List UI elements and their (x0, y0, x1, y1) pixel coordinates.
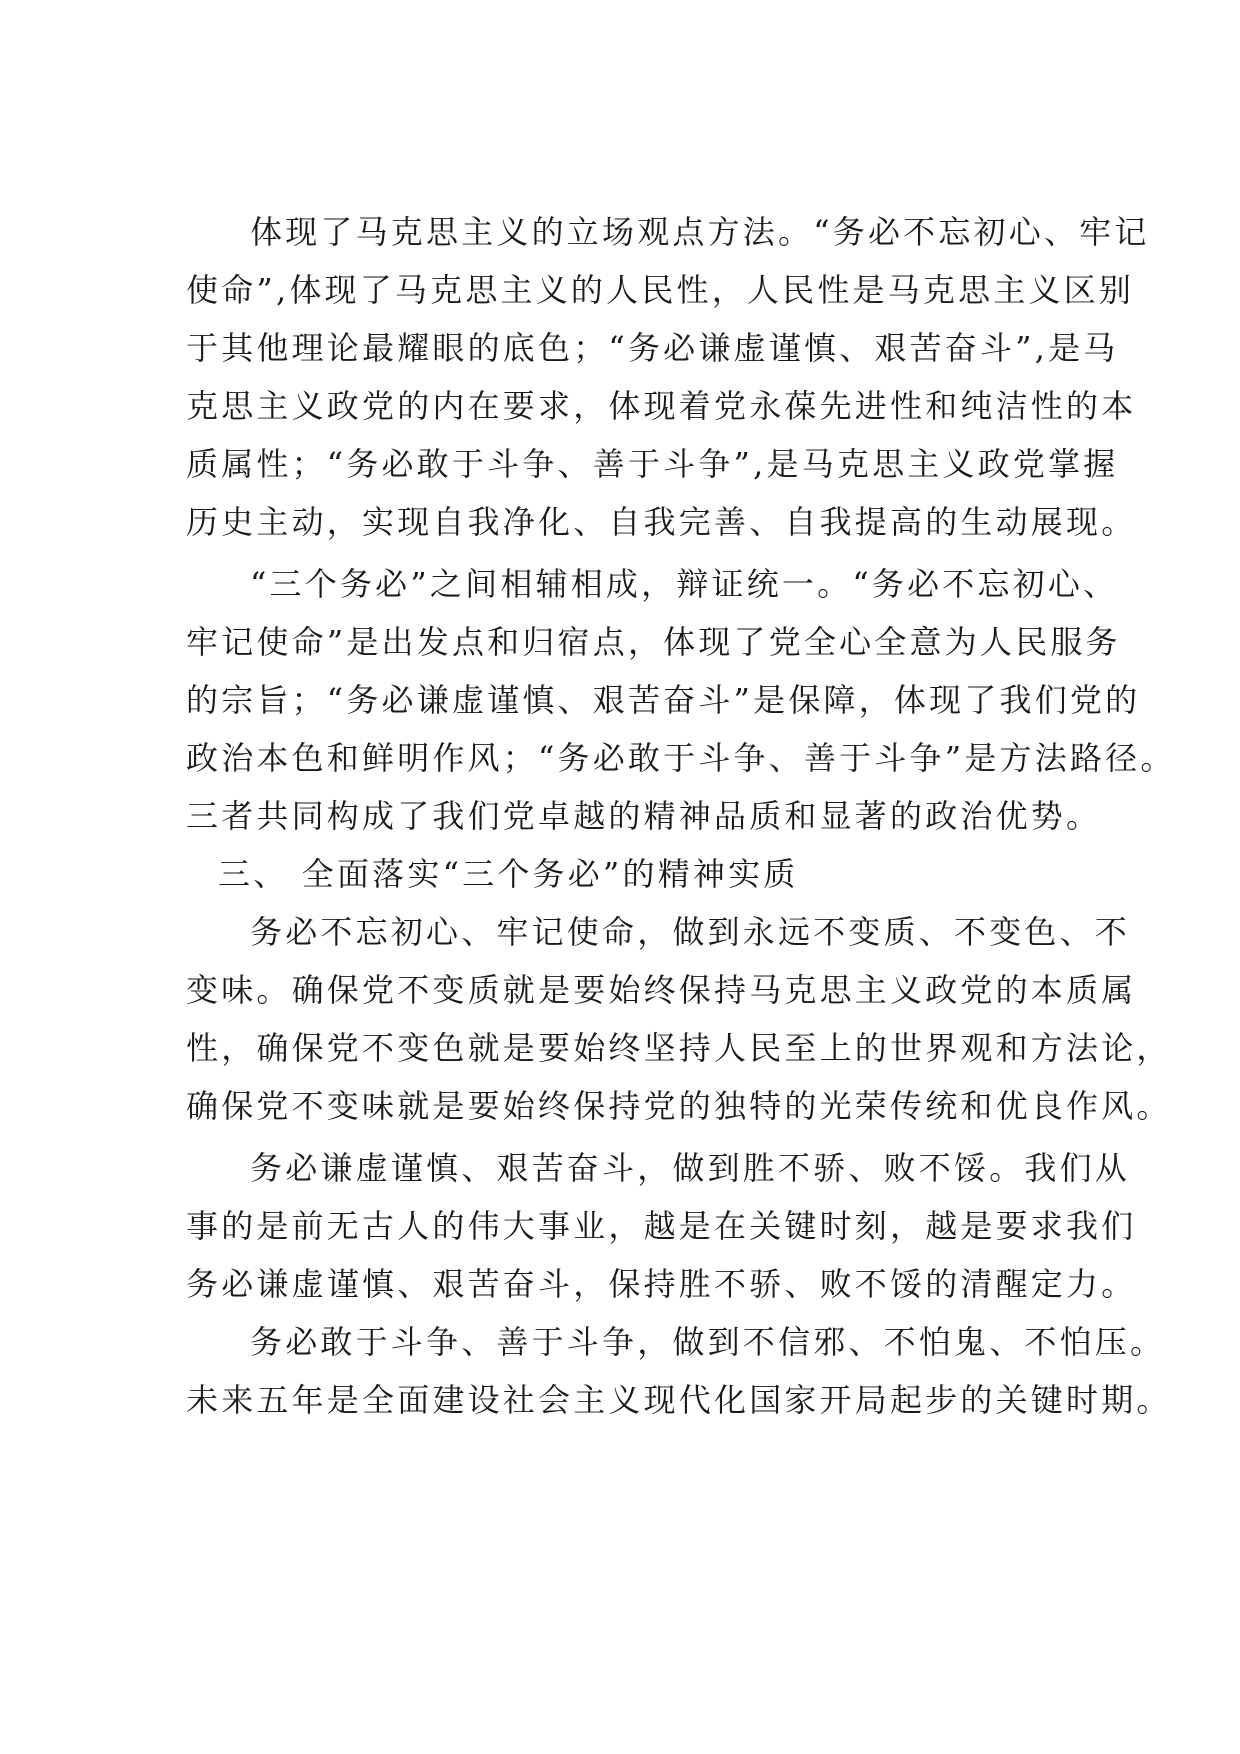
paragraph-4 (186, 903, 1172, 1135)
paragraph-line: 体现了马克思主义的立场观点方法。“务必不忘初心、牢记 (250, 213, 1150, 251)
document-body (186, 203, 1176, 1429)
section-heading (186, 845, 1061, 903)
section-heading-text: 三、 全面落实“三个务必”的精神实质 (218, 855, 799, 893)
paragraph-line: 务必敢于斗争、善于斗争，做到不信邪、不怕鬼、不怕压。 (250, 1323, 1166, 1361)
paragraph-line: 变味。确保党不变质就是要始终保持马克思主义政党的本质属 (186, 971, 1137, 1009)
paragraph-line: 性，确保党不变色就是要始终坚持人民至上的世界观和方法论， (186, 1029, 1172, 1067)
paragraph-line: 三者共同构成了我们党卓越的精神品质和显著的政治优势。 (186, 797, 1102, 835)
paragraph-line: 事的是前无古人的伟大事业，越是在关键时刻，越是要求我们 (186, 1207, 1137, 1245)
paragraph-line: 历史主动，实现自我净化、自我完善、自我提高的生动展现。 (186, 503, 1137, 541)
paragraph-line: 使命”,体现了马克思主义的人民性，人民性是马克思主义区别 (186, 271, 1135, 309)
paragraph-line: 质属性；“务必敢于斗争、善于斗争”,是马克思主义政党掌握 (186, 445, 1119, 483)
paragraph-line: 务必谦虚谨慎、艰苦奋斗，做到胜不骄、败不馁。我们从 (250, 1149, 1131, 1187)
paragraph-1 (186, 203, 1150, 551)
paragraph-line: 于其他理论最耀眼的底色；“务必谦虚谨慎、艰苦奋斗”,是马 (186, 329, 1119, 367)
paragraph-line: 牢记使命”是出发点和归宿点，体现了党全心全意为人民服务 (186, 623, 1121, 661)
paragraph-line: 确保党不变味就是要始终保持党的独特的光荣传统和优良作风。 (186, 1087, 1172, 1125)
paragraph-line: “三个务必”之间相辅相成，辩证统一。“务必不忘初心、 (250, 565, 1119, 603)
paragraph-6 (186, 1313, 1172, 1429)
paragraph-line: 务必谦虚谨慎、艰苦奋斗，保持胜不骄、败不馁的清醒定力。 (186, 1265, 1137, 1303)
paragraph-2 (186, 555, 1176, 845)
paragraph-line: 未来五年是全面建设社会主义现代化国家开局起步的关键时期。 (186, 1381, 1172, 1419)
paragraph-5 (186, 1139, 1137, 1313)
paragraph-line: 政治本色和鲜明作风；“务必敢于斗争、善于斗争”是方法路径。 (186, 739, 1176, 777)
paragraph-line: 克思主义政党的内在要求，体现着党永葆先进性和纯洁性的本 (186, 387, 1137, 425)
paragraph-line: 务必不忘初心、牢记使命，做到永远不变质、不变色、不 (250, 913, 1131, 951)
paragraph-line: 的宗旨；“务必谦虚谨慎、艰苦奋斗”是保障，体现了我们党的 (186, 681, 1141, 719)
